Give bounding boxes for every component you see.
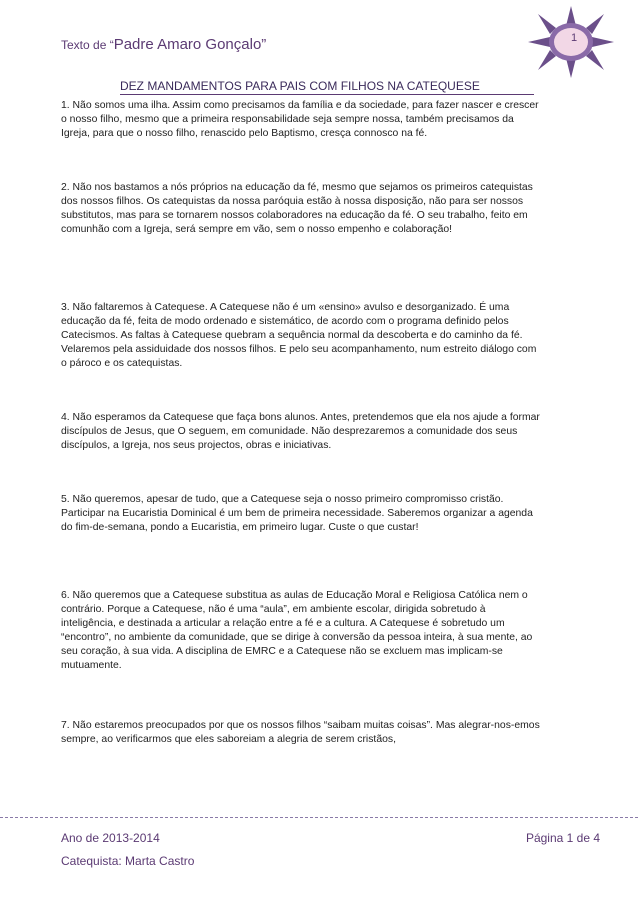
document-title: DEZ MANDAMENTOS PARA PAIS COM FILHOS NA CATEQUESE	[120, 79, 534, 95]
paragraph-6: 6. Não queremos que a Catequese substitua as aulas de Educação Moral e Religiosa Católica nem o contrário. Porque a Catequese, não é uma “aula”, em ambiente escolar, dirigida sobretudo à inteligência, e destinada a articular a relação entre a fé e a cultura. A Catequese é sobretudo um “encontro”, no ambiente da comunidade, que se dirige à conversão da pessoa inteira, à sua mente, ao seu coração, à sua vida. A disciplina de EMRC e a Catequese não se excluem mas implicam-se mutuamente.	[61, 590, 533, 671]
page-header	[61, 36, 266, 53]
header-prefix: Texto de “	[61, 38, 114, 52]
paragraph-5: 5. Não queremos, apesar de tudo, que a Catequese seja o nosso primeiro compromisso cristão. Participar na Eucaristia Dominical é um bem de primeira necessidade. Saberemos organizar a agenda do fim-de-semana, pondo a Eucaristia, em primeiro lugar. Custe o que custar!	[61, 494, 533, 533]
footer-page: Página 1 de 4	[525, 831, 600, 845]
paragraph-2: 2. Não nos bastamos a nós próprios na educação da fé, mesmo que sejamos os primeiros catequistas dos nossos filhos. Os catequistas da nossa paróquia estão à nossa disposição, não para ser nossos substitutos, mas para se tornarem nossos colaboradores na educação da fé. O seu trabalho, feito em comunhão com a Igreja, será sempre em vão, sem o nosso empenho e colaboração!	[61, 182, 533, 235]
paragraph-4: 4. Não esperamos da Catequese que faça bons alunos. Antes, pretendemos que ela nos ajude a formar discípulos de Jesus, que O seguem, em comunidade. Não desprezaremos a comunidade dos seus discípulos, a Igreja, nos seus projectos, obras e iniciativas.	[61, 412, 540, 451]
page-number-badge: 1	[570, 32, 578, 44]
footer-year: Ano de 2013-2014	[61, 831, 160, 845]
footer-divider	[0, 817, 638, 818]
footer-catechist: Catequista: Marta Castro	[61, 854, 195, 868]
paragraph-1: 1. Não somos uma ilha. Assim como precisamos da família e da sociedade, para fazer nascer e crescer o nosso filho, mesmo que a primeira responsabilidade seja sempre nossa, também precisamos da Igreja, para que o nosso filho, renascido pelo Baptismo, cresça connosco na fé.	[61, 100, 539, 139]
paragraph-3: 3. Não faltaremos à Catequese. A Catequese não é um «ensino» avulso e desorganizado. É uma educação da fé, feita de modo ordenado e sistemático, de acordo com o programa definido pelos Catecismos. As faltas à Catequese quebram a sequência normal da descoberta e do caminho da fé. Velaremos pela assiduidade dos nossos filhos. E pelo seu acompanhamento, num estreito diálogo com o pároco e os catequistas.	[61, 302, 537, 369]
header-author: Padre Amaro Gonçalo”	[113, 36, 267, 53]
paragraph-7: 7. Não estaremos preocupados por que os nossos filhos “saibam muitas coisas”. Mas alegrar-nos-emos sempre, ao verificarmos que eles saboreiam a alegria de serem cristãos,	[61, 720, 540, 745]
